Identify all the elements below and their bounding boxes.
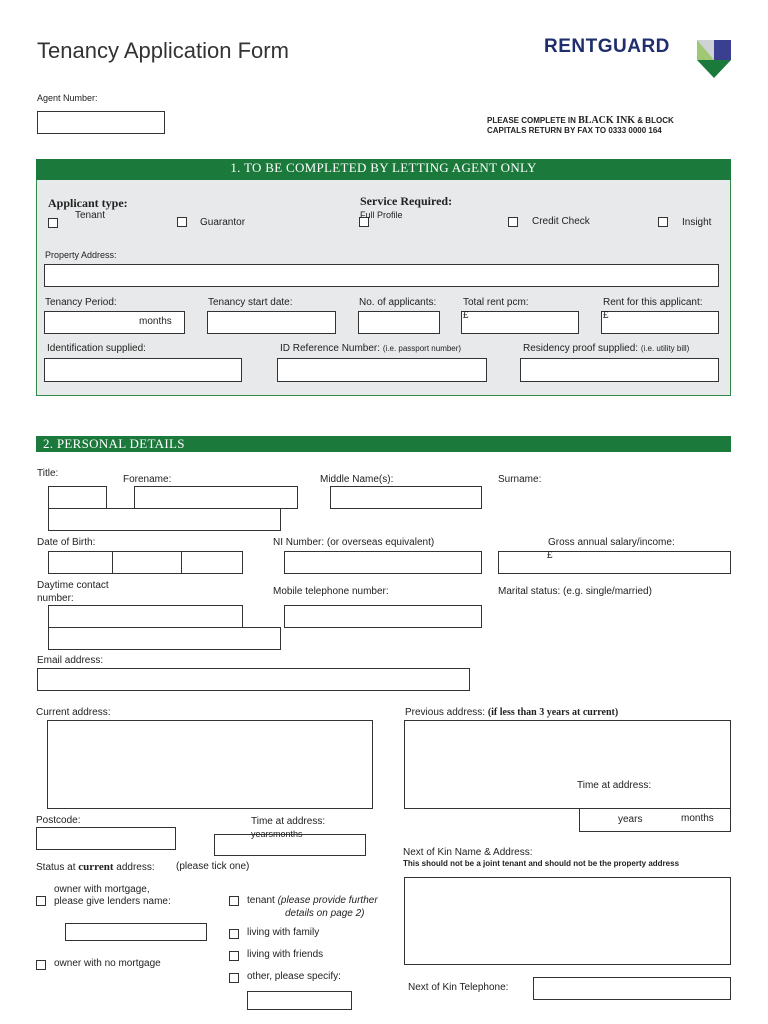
salary-label: Gross annual salary/income: — [548, 537, 675, 548]
brand-name: RENTGUARD — [544, 36, 670, 57]
living-friends-label: living with friends — [247, 949, 324, 960]
daytime-label-2: number: — [37, 593, 74, 604]
surname-label: Surname: — [498, 474, 542, 485]
residency-label: Residency proof supplied: (i.e. utility bill) — [523, 343, 690, 354]
property-address-input[interactable] — [44, 264, 719, 287]
rent-applicant-input[interactable] — [601, 311, 719, 334]
tenant-hint-2: details on page 2) — [285, 908, 365, 919]
property-address-label: Property Address: — [45, 250, 117, 260]
dob-year-input[interactable] — [181, 551, 243, 574]
insight-checkbox[interactable] — [658, 217, 668, 227]
owner-no-mortgage-checkbox[interactable] — [36, 960, 46, 970]
tenant-label: Tenant — [75, 210, 106, 221]
identification-label: Identification supplied: — [47, 343, 146, 354]
instructions-line-1: PLEASE COMPLETE IN BLACK INK & BLOCK — [487, 115, 674, 126]
mobile-label: Mobile telephone number: — [273, 586, 389, 597]
service-required-label: Service Required: — [360, 194, 453, 208]
email-label: Email address: — [37, 655, 104, 666]
postcode-label: Postcode: — [36, 815, 81, 826]
daytime-label-1: Daytime contact — [37, 580, 109, 591]
title-label: Title: — [37, 468, 59, 479]
guarantor-label: Guarantor — [200, 217, 246, 228]
ni-input[interactable] — [284, 551, 482, 574]
credit-check-checkbox[interactable] — [508, 217, 518, 227]
section-1-heading — [36, 159, 731, 180]
total-rent-input[interactable] — [461, 311, 579, 334]
pound-sign: £ — [463, 310, 469, 321]
lender-name-input[interactable] — [65, 923, 207, 941]
marital-label: Marital status: (e.g. single/married) — [498, 586, 652, 597]
months-label: months — [139, 316, 172, 327]
pound-sign: £ — [603, 310, 609, 321]
next-of-kin-input[interactable] — [404, 877, 731, 965]
owner-mortgage-checkbox[interactable] — [36, 896, 46, 906]
agent-number-label: Agent Number: — [37, 93, 98, 103]
total-rent-label: Total rent pcm: — [463, 297, 529, 308]
section-2-heading — [36, 436, 731, 452]
time-at-address-label: Time at address: — [251, 816, 326, 827]
salary-input[interactable] — [498, 551, 731, 574]
years-label: years — [618, 814, 643, 825]
prev-time-at-address-input[interactable] — [579, 808, 731, 832]
id-reference-input[interactable] — [277, 358, 487, 382]
other-checkbox[interactable] — [229, 973, 239, 983]
postcode-input[interactable] — [36, 827, 176, 850]
section-1-heading-text: 1. TO BE COMPLETED BY LETTING AGENT ONLY — [230, 160, 537, 175]
guarantor-checkbox[interactable] — [177, 217, 187, 227]
status-tenant-checkbox[interactable] — [229, 896, 239, 906]
email-input[interactable] — [37, 668, 470, 691]
next-of-kin-phone-label: Next of Kin Telephone: — [408, 982, 509, 993]
residency-input[interactable] — [520, 358, 719, 382]
id-reference-label: ID Reference Number: (i.e. passport number) — [280, 343, 462, 354]
prev-time-at-address-label: Time at address: — [577, 780, 652, 791]
next-of-kin-label: Next of Kin Name & Address: — [403, 847, 533, 858]
applicant-type-label: Applicant type: — [48, 196, 128, 210]
next-of-kin-phone-input[interactable] — [533, 977, 731, 1000]
other-specify-input[interactable] — [247, 991, 352, 1010]
months-label: months — [681, 813, 714, 824]
owner-no-mortgage-label: owner with no mortgage — [54, 958, 161, 969]
previous-address-input[interactable] — [404, 720, 731, 809]
status-hint: (please tick one) — [176, 861, 250, 872]
current-address-label: Current address: — [36, 707, 111, 718]
dob-day-input[interactable] — [48, 551, 113, 574]
tenancy-period-label: Tenancy Period: — [45, 297, 117, 308]
owner-mortgage-label-2: please give lenders name: — [54, 896, 171, 907]
pound-sign: £ — [547, 550, 553, 561]
marital-input[interactable] — [48, 627, 281, 650]
insight-label: Insight — [682, 217, 712, 228]
status-tenant-label: tenant (please provide further — [247, 895, 378, 906]
forename-input[interactable] — [134, 486, 298, 509]
forename-label: Forename: — [123, 474, 172, 485]
page-title: Tenancy Application Form — [37, 38, 289, 63]
current-address-input[interactable] — [47, 720, 373, 809]
ni-label: NI Number: (or overseas equivalent) — [273, 537, 435, 548]
no-applicants-label: No. of applicants: — [359, 297, 437, 308]
living-family-label: living with family — [247, 927, 320, 938]
other-specify-label: other, please specify: — [247, 971, 341, 982]
daytime-input[interactable] — [48, 605, 243, 628]
rent-applicant-label: Rent for this applicant: — [603, 297, 703, 308]
owner-mortgage-label-1: owner with mortgage, — [54, 884, 150, 895]
yearsmonths-label: yearsmonths — [251, 829, 303, 839]
living-family-checkbox[interactable] — [229, 929, 239, 939]
previous-address-label: Previous address: (if less than 3 years at current) — [405, 707, 619, 718]
surname-input[interactable] — [48, 508, 281, 531]
no-applicants-input[interactable] — [358, 311, 440, 334]
tenancy-period-input[interactable] — [44, 311, 185, 334]
title-input[interactable] — [48, 486, 107, 509]
tenant-checkbox[interactable] — [48, 218, 58, 228]
tenancy-start-input[interactable] — [207, 311, 336, 334]
section-2-heading-text: 2. PERSONAL DETAILS — [43, 436, 185, 451]
dob-label: Date of Birth: — [37, 537, 96, 548]
shield-logo-icon — [695, 38, 733, 80]
dob-month-input[interactable] — [112, 551, 182, 574]
middle-name-input[interactable] — [330, 486, 482, 509]
full-profile-label: Full Profile — [360, 210, 403, 220]
identification-input[interactable] — [44, 358, 242, 382]
living-friends-checkbox[interactable] — [229, 951, 239, 961]
instructions-line-2: CAPITALS RETURN BY FAX TO 0333 0000 164 — [487, 126, 662, 135]
next-of-kin-note: This should not be a joint tenant and should not be the property address — [403, 859, 680, 868]
credit-check-label: Credit Check — [532, 216, 590, 227]
mobile-input[interactable] — [284, 605, 482, 628]
tenancy-start-label: Tenancy start date: — [208, 297, 293, 308]
status-label: Status at current address: — [36, 861, 155, 873]
agent-number-input[interactable] — [37, 111, 165, 134]
middle-name-label: Middle Name(s): — [320, 474, 394, 485]
